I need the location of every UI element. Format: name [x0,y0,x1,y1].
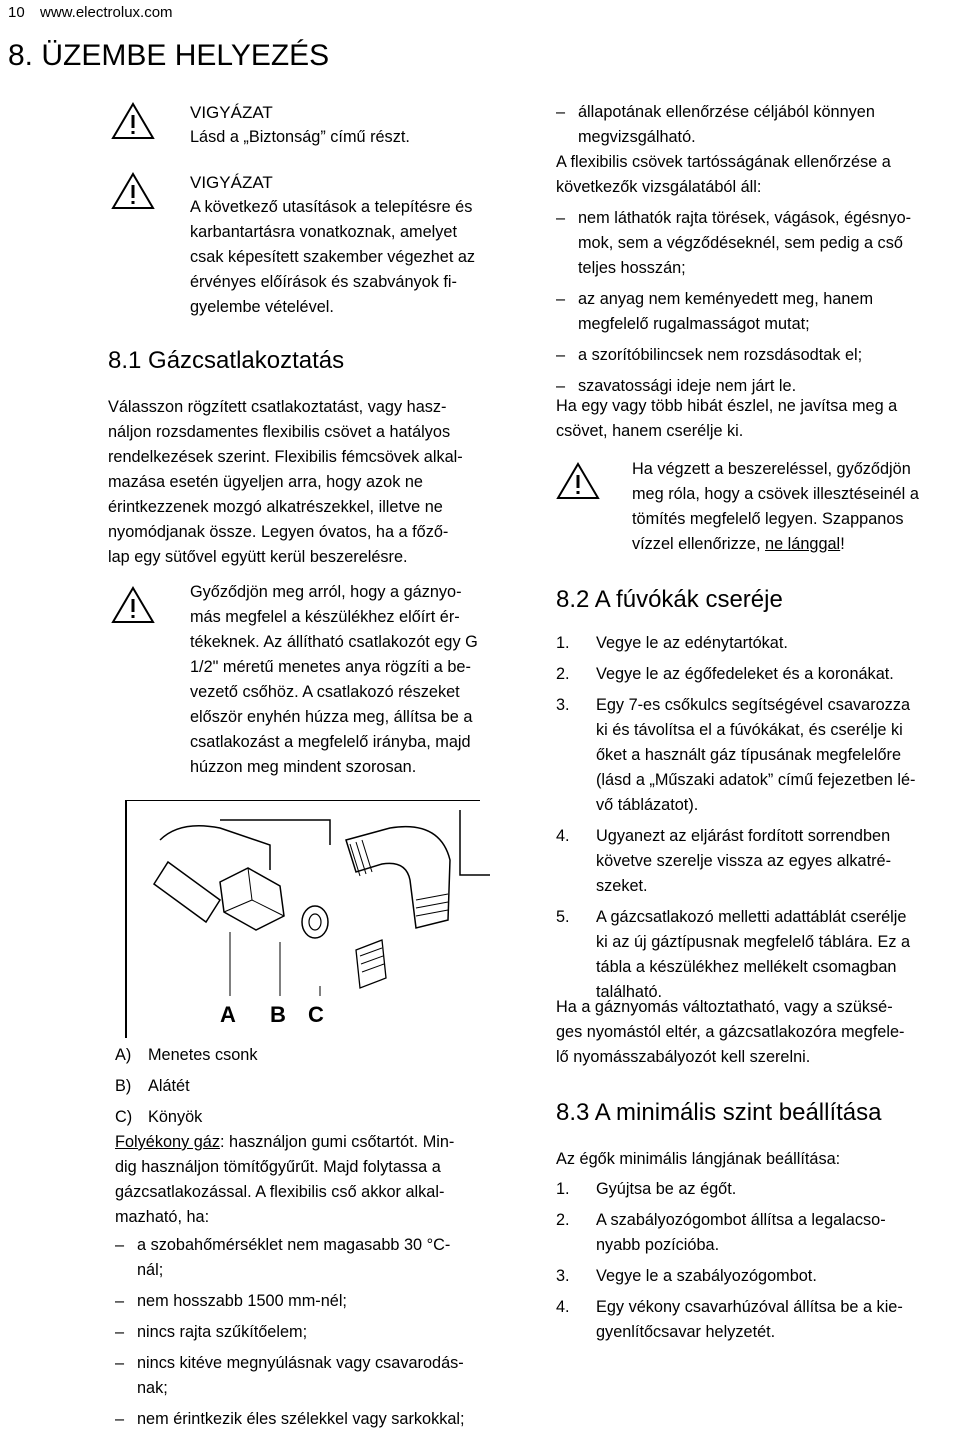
step-item [556,824,956,899]
step-line: Vegye le az edénytartókat. [596,634,788,652]
warning-text: ! [840,535,845,553]
section-8-2-after [556,995,956,1070]
step-number: 4. [556,827,570,845]
legend-item [115,1105,515,1130]
warning-line: csatlakozást a megfelelő irányba, majd [190,733,471,751]
step-line: Egy vékony csavarhúzóval állítsa be a kie- [596,1298,903,1316]
body-line: Ha a gáznyomás változtatható, vagy a szüksé- [556,998,893,1016]
warning-line: Győződjön meg arról, hogy a gáznyo- [190,583,462,601]
body-line: nyomódjanak össze. Legyen óvatos, ha a főző- [108,523,449,541]
body-line: érintkezzenek mozgó alkatrészekkel, illetve ne [108,498,443,516]
step-number: 3. [556,696,570,714]
warning-line: tömítés megfelelő legyen. Szappanos [632,510,904,528]
right-top-list [556,100,956,156]
warning-title: VIGYÁZAT [190,173,273,192]
body-line: lő nyomásszabályozót kell szerelni. [556,1048,811,1066]
list-item [556,343,956,368]
warning-line: először enyhén húzza meg, állítsa be a [190,708,473,726]
body-line: mazása esetén ügyeljen arra, hogy azok ne [108,473,423,491]
chapter-title: 8. ÜZEMBE HELYEZÉS [8,39,330,72]
warning-triangle-icon [111,586,155,624]
step-line: gyenlítőcsavar helyzetét. [596,1323,776,1341]
step-number: 1. [556,634,570,652]
step-number: 2. [556,1211,570,1229]
legend-text: Könyök [148,1108,203,1126]
list-item [115,1320,535,1345]
legend-text: Alátét [148,1077,190,1095]
step-line: Vegye le az égőfedeleket és a koronákat. [596,665,894,683]
list-line: – a szorítóbilincsek nem rozsdásodtak el; [578,346,863,364]
list-item [115,1233,535,1283]
list-line: – nincs kitéve megnyúlásnak vagy csavarodás- [137,1354,464,1372]
step-line: szeket. [596,877,648,895]
min-level-steps [556,1177,956,1351]
body-line: lap egy sütővel együtt kerül beszerelésre. [108,548,408,566]
warning-block-1 [190,100,520,150]
step-line: ki és távolítsa el a fúvókákat, és cserélje ki [596,721,903,739]
body-line: rendelkezések szerint. Flexibilis fémcsövek alkal- [108,448,463,466]
list-item [556,206,956,281]
warning-line: gyelembe vételével. [190,298,334,316]
warning-line: A következő utasítások a telepítésre és [190,198,473,216]
list-line: megfelelő rugalmasságot mutat; [578,315,810,333]
step-line: A gázcsatlakozó melletti adattáblát cserélje [596,908,907,926]
body-line: csövet, hanem cserélje ki. [556,422,744,440]
warning-line: vezető csőhöz. A csatlakozó részeket [190,683,460,701]
section-8-1-body [108,395,528,570]
warning-line [632,532,957,557]
body-line: gázcsatlakozással. A flexibilis cső akkor alkal- [115,1183,445,1201]
warning-line: Ha végzett a beszereléssel, győződjön [632,460,911,478]
warning-line: tékeknek. Az állítható csatlakozót egy G [190,633,478,651]
site-url: www.electrolux.com [40,4,173,21]
warning-block-3 [190,580,530,780]
body-line: következők vizsgálatából áll: [556,178,762,196]
page-number: 10 [8,4,25,21]
body-line: dig használjon tömítőgyűrűt. Majd folytassa a [115,1158,441,1176]
legend-key: C) [115,1108,133,1126]
warning-line: meg róla, hogy a csövek illesztéseinél a [632,485,919,503]
figure-label-b: B [270,1002,286,1027]
step-line: tábla a készülékhez mellékelt csomagban [596,958,897,976]
body-line: A flexibilis csövek tartósságának ellenőrzése a [556,153,891,171]
step-item [556,1208,956,1258]
emphasis: Folyékony gáz [115,1133,220,1151]
list-line: teljes hosszán; [578,259,686,277]
step-item [556,1177,956,1202]
section-title-8-2: 8.2 A fúvókák cseréje [556,586,783,613]
step-item [556,1264,956,1289]
step-line: őket a használt gáz típusának megfelelőre [596,746,902,764]
step-line: Egy 7-es csőkulcs segítségével csavarozza [596,696,911,714]
right-intro [556,150,956,200]
step-number: 5. [556,908,570,926]
step-item [556,662,956,687]
warning-text: Lásd a „Biztonság” című részt. [190,128,410,146]
list-item [115,1407,535,1432]
legend-text: Menetes csonk [148,1046,258,1064]
body-line: náljon rozsdamentes flexibilis csövet a hatályos [108,423,451,441]
list-line: – a szobahőmérséklet nem magasabb 30 °C- [137,1236,451,1254]
step-line: követve szerelje vissza az egyes alkatré- [596,852,891,870]
warning-line: 1/2" méretű menetes anya rögzíti a be- [190,658,471,676]
body-line: Ha egy vagy több hibát észlel, ne javítsa meg a [556,397,898,415]
right-check-list [556,206,956,405]
list-line: – nem láthatók rajta törések, vágások, égésnyo- [578,209,912,227]
step-line: (lásd a „Műszaki adatok” című fejezetben lé- [596,771,916,789]
body-line [115,1130,525,1155]
step-line: nyabb pozícióba. [596,1236,720,1254]
step-line: vő táblázatot). [596,796,699,814]
warning-triangle-icon [111,172,155,210]
step-line: A szabályozógombot állítsa a legalacso- [596,1211,886,1229]
flexible-gas-paragraph [115,1130,525,1230]
warning-line: húzzon meg mindent szorosan. [190,758,417,776]
figure-legend [115,1043,515,1130]
section-title-8-3: 8.3 A minimális szint beállítása [556,1099,882,1126]
nozzle-steps [556,631,956,1011]
step-number: 3. [556,1267,570,1285]
warning-line: karbantartásra vonatkoznak, amelyet [190,223,457,241]
warning-line: csak képesített szakember végezhet az [190,248,476,266]
warning-block-4 [632,457,957,557]
warning-title: VIGYÁZAT [190,103,273,122]
list-item [115,1289,535,1314]
legend-key: B) [115,1077,132,1095]
left-condition-list [115,1233,535,1438]
list-line: mok, sem a végződéseknél, sem pedig a cső [578,234,903,252]
list-line: – nem érintkezik éles szélekkel vagy sarkokkal; [137,1410,465,1428]
step-line: található. [596,983,663,1001]
list-line: – nem hosszabb 1500 mm-nél; [137,1292,347,1310]
list-line: – állapotának ellenőrzése céljából könnyen [578,103,875,121]
step-number: 4. [556,1298,570,1316]
step-item [556,905,956,1005]
list-line: – az anyag nem keményedett meg, hanem [578,290,874,308]
list-line: nak; [137,1379,168,1397]
body-text: : használjon gumi csőtartót. Min- [219,1133,455,1151]
step-line: Vegye le a szabályozógombot. [596,1267,817,1285]
body-line: ges nyomástól eltér, a gázcsatlakozóra megfele- [556,1023,905,1041]
warning-line: más megfelel a készülékhez előírt ér- [190,608,460,626]
list-line: megvizsgálható. [578,128,696,146]
list-item [556,287,956,337]
warning-triangle-icon [556,462,600,500]
body-line: mazható, ha: [115,1208,210,1226]
section-title-8-1: 8.1 Gázcsatlakoztatás [108,347,345,374]
warning-line: érvényes előírások és szabványok fi- [190,273,457,291]
step-number: 2. [556,665,570,683]
step-line: Ugyanezt az eljárást fordított sorrendben [596,827,891,845]
figure-label-c: C [308,1002,324,1027]
right-after-paragraph [556,394,956,444]
section-8-3-intro: Az égők minimális lángjának beállítása: [556,1150,841,1168]
step-item [556,631,956,656]
warning-triangle-icon [111,102,155,140]
list-line: nál; [137,1261,164,1279]
step-item [556,693,956,818]
list-item [556,100,956,150]
list-line: – szavatossági ideje nem járt le. [578,377,797,395]
step-item [556,1295,956,1345]
legend-item [115,1074,515,1099]
step-line: ki az új gáztípusnak megfelelő táblára. Ez a [596,933,911,951]
list-item [115,1351,535,1401]
body-line: Válasszon rögzített csatlakoztatást, vagy hasz- [108,398,447,416]
warning-text: vízzel ellenőrizze, [632,535,766,553]
legend-item [115,1043,515,1068]
step-line: Gyújtsa be az égőt. [596,1180,737,1198]
figure-label-a: A [220,1002,236,1027]
emphasis: ne lánggal [765,535,841,553]
warning-block-2 [190,170,530,320]
legend-key: A) [115,1046,132,1064]
step-number: 1. [556,1180,570,1198]
list-line: – nincs rajta szűkítőelem; [137,1323,308,1341]
